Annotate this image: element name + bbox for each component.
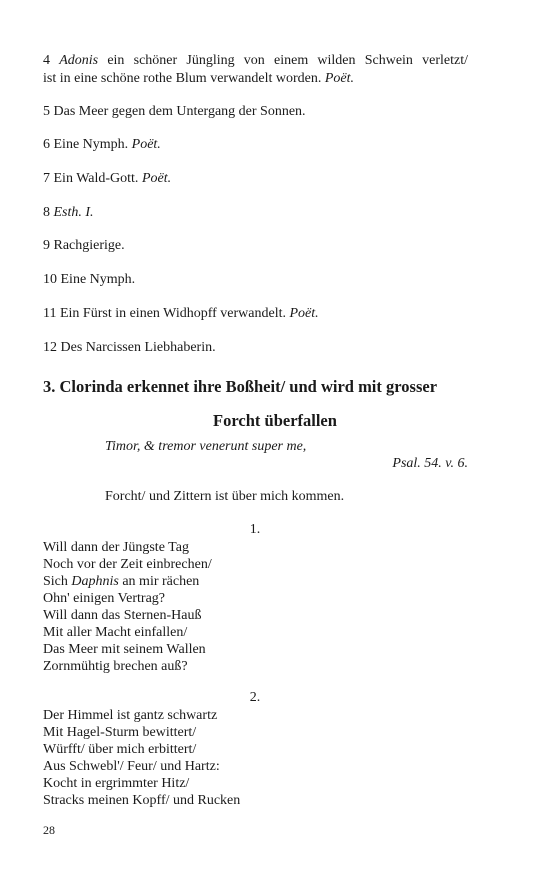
footnote-tag: Poët. — [324, 71, 355, 86]
verse-line: Noch vor der Zeit einbrechen/ — [43, 557, 212, 572]
footnote-number: 4 — [43, 53, 50, 68]
footnote-4 — [43, 52, 468, 88]
verse-line: Will dann das Sternen-Hauß — [43, 608, 202, 623]
footnote-number: 8 — [43, 205, 54, 220]
footnote-5 — [43, 103, 468, 121]
footnote-text: 11 Ein Fürst in einen Widhopff verwandelt. — [43, 306, 290, 321]
footnote-text: ein schöner Jüngling von einem wilden Schwein verletzt/ — [98, 53, 469, 68]
verse-line: Das Meer mit seinem Wallen — [43, 642, 206, 657]
verse-line: Der Himmel ist gantz schwartz — [43, 708, 218, 723]
verse-line: Mit Hagel-Sturm bewittert/ — [43, 725, 197, 740]
footnote-9 — [43, 237, 468, 255]
stanza-number: 1. — [249, 522, 261, 537]
verse-text: an mir rächen — [118, 574, 200, 589]
footnote-11 — [43, 305, 468, 323]
verse-line: Mit aller Macht einfallen/ — [43, 625, 188, 640]
verse-line: Ohn' einigen Vertrag? — [43, 591, 166, 606]
footnote-text: 6 Eine Nymph. — [43, 137, 132, 152]
footnote-text: ist in eine schöne rothe Blum verwandelt worden. — [43, 71, 325, 86]
footnote-text: 9 Rachgierige. — [43, 238, 125, 253]
footnote-12 — [43, 339, 468, 357]
motto-latin — [105, 438, 306, 456]
footnote-reference: Esth. I. — [53, 205, 94, 220]
footnote-text: 12 Des Narcissen Liebhaberin. — [43, 340, 216, 355]
verse-line: Aus Schwebl'/ Feur/ und Hartz: — [43, 759, 220, 774]
verse-line: Stracks meinen Kopff/ und Rucken — [43, 793, 241, 808]
stanza-number: 2. — [249, 690, 261, 705]
verse-line: Würfft/ über mich erbittert/ — [43, 742, 197, 757]
footnote-text: 7 Ein Wald-Gott. — [43, 171, 142, 186]
footnote-8 — [43, 204, 468, 222]
page-number: 28 — [43, 823, 55, 837]
footnote-6 — [43, 136, 468, 154]
footnote-text: 10 Eine Nymph. — [43, 272, 136, 287]
verse-name: Daphnis — [71, 574, 119, 589]
footnote-text: 5 Das Meer gegen dem Untergang der Sonnen. — [43, 104, 306, 119]
motto-german: Forcht/ und Zittern ist über mich kommen. — [105, 489, 345, 504]
verse-line — [43, 573, 212, 590]
footnote-7 — [43, 170, 468, 188]
verse-line: Kocht in ergrimmter Hitz/ — [43, 776, 190, 791]
motto-latin-text: Timor, & tremor venerunt super me, — [105, 439, 307, 454]
section-heading-continued: Forcht überfallen — [213, 411, 337, 430]
footnote-name: Adonis — [59, 53, 99, 68]
section-heading: 3. Clorinda erkennet ihre Boßheit/ und wird mit grosser — [43, 377, 438, 396]
footnote-4-line-1 — [43, 52, 468, 70]
footnote-tag: Poët. — [141, 171, 172, 186]
footnote-tag: Poët. — [131, 137, 161, 152]
motto-source-text: Psal. 54. v. 6. — [392, 456, 468, 471]
verse-text: Sich — [43, 574, 72, 589]
verse-line: Zornmühtig brechen auß? — [43, 659, 188, 674]
footnote-10 — [43, 271, 468, 289]
footnote-tag: Poët. — [289, 306, 319, 321]
stanza-1 — [43, 539, 212, 675]
verse-line: Will dann der Jüngste Tag — [43, 540, 189, 555]
motto-source — [300, 455, 468, 473]
footnote-4-line-2 — [43, 71, 354, 86]
stanza-2 — [43, 707, 240, 809]
